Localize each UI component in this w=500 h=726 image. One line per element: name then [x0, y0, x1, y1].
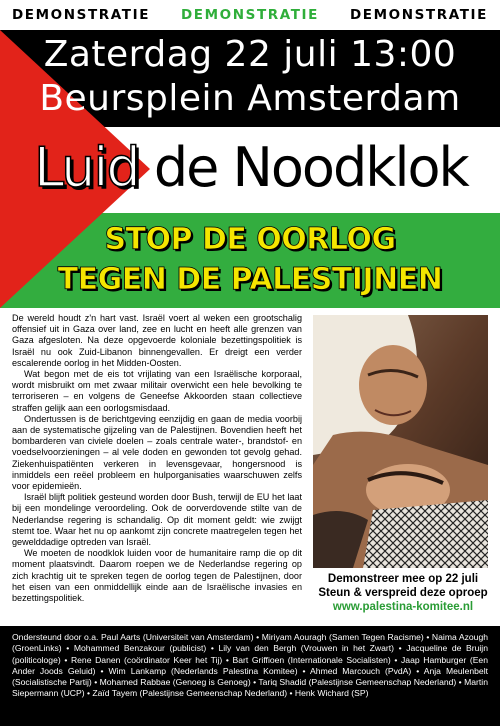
photo-illustration — [313, 315, 488, 568]
website-link[interactable]: www.palestina-komitee.nl — [332, 601, 474, 613]
demonstratie-strip — [0, 0, 500, 30]
article-paragraph: We moeten de noodklok luiden voor de humanitaire ramp die op dit moment plaatsvindt. Daarom roepen we de Nederlandse regering op zich krachtig uit te spreken tegen de oorlog tegen de Palestijnen, door het eisen van een onmiddellijk einde aan de Israëlische invasies en bezettingspolitiek. — [12, 548, 302, 604]
article-paragraph: Ondertussen is de berichtgeving eenzijdig en gaan de media voorbij aan de systematische gijzeling van de Palestijnen. Bovendien heeft het bombarderen van civiele doelen – zoals centrale water-, brandstof- en voedselvoorzieningen – al vele doden en gewonden tot gevolg gehad. Ziekenhuispatiënten verkeren in levensgevaar, hongersnood is inmiddels een reëel probleem en hulporganisaties waarschuwen zelfs voor epidemieën. — [12, 413, 302, 492]
call-to-action — [306, 572, 500, 614]
strip-word-1: DEMONSTRATIE — [12, 7, 151, 23]
article-paragraph: Wat begon met de eis tot vrijlating van een Israëlische korporaal, wordt misbruikt om met zwaar militair overwicht een hele bevolking te terroriseren – en volgens de Geneefse Akkoorden staan collectieve straffen gelijk aan een oorlogsmisdaad. — [12, 369, 302, 413]
stop-slogan-line1: STOP DE OORLOG — [104, 222, 396, 257]
article-paragraph: De wereld houdt z'n hart vast. Israël voert al weken een grootschalig offensief uit in Gaza over land, zee en lucht en heeft alle grenzen van Gaza afgesloten. Na deze opgevoerde koloniale bezettingspolitiek is Israël nu ook Zuid-Libanon binnengevallen. Er dreigt een verder escalerende oorlog in het Midden-Oosten. — [12, 313, 302, 368]
strip-word-2: DEMONSTRATIE — [180, 7, 320, 23]
article-paragraph: Israël blijft politiek gesteund worden door Bush, terwijl de EU het laat bij een mondelinge veroordeling. Ook de oorverdovende stilte van de Nederlandse regering is schandalig. Op dit moment geldt: wie zwijgt stemt toe. Waar het nu op aankomt zijn concrete maatregelen tegen het gewelddadige optreden van Israël. — [12, 492, 302, 548]
cta-demonstrate: Demonstreer mee op 22 juli — [327, 573, 479, 585]
event-location: Beursplein Amsterdam — [39, 78, 461, 119]
strip-word-3: DEMONSTRATIE — [349, 7, 488, 23]
mother-child-photo — [313, 315, 488, 568]
slogan-words-rest: de Noodklok — [153, 136, 468, 199]
slogan-headline — [34, 128, 500, 208]
event-date-time: Zaterdag 22 juli 13:00 — [43, 34, 457, 75]
slogan-word-luid: Luid — [34, 136, 139, 199]
supporters-list: Ondersteund door o.a. Paul Aarts (Universiteit van Amsterdam) • Miriyam Aouragh (Samen Tegen Racisme) • Naima Azough (GroenLinks) • Mohammed Benzakour (publicist) • Lily van den Bergh (Vrouwen in het Zwart) • Jacqueline de Bruijn (politicologe) • Rene Danen (coördinator Keer het Tij) • Bart Griffioen (Internationale Socialisten) • Jaap Hamburger (Een Ander Joods Geluid) • Wim Lankamp (Nederlands Palestina Komitee) • Ahmed Marcouch (PvdA) • Anja Meulenbelt (Socialistische Partij) • Mohamed Rabbae (Genoeg is Genoeg) • Tariq Shadid (Palestijnse Gemeenschap Nederland) • Martin Siepermann (UCP) • Zaïd Tayem (Palestijnse Gemeenschap Nederland) • Henk Wichard (SP) — [12, 632, 488, 699]
article-text — [12, 313, 302, 604]
cta-support: Steun & verspreid deze oproep — [318, 587, 488, 599]
stop-slogan-line2: TEGEN DE PALESTIJNEN — [57, 262, 443, 297]
